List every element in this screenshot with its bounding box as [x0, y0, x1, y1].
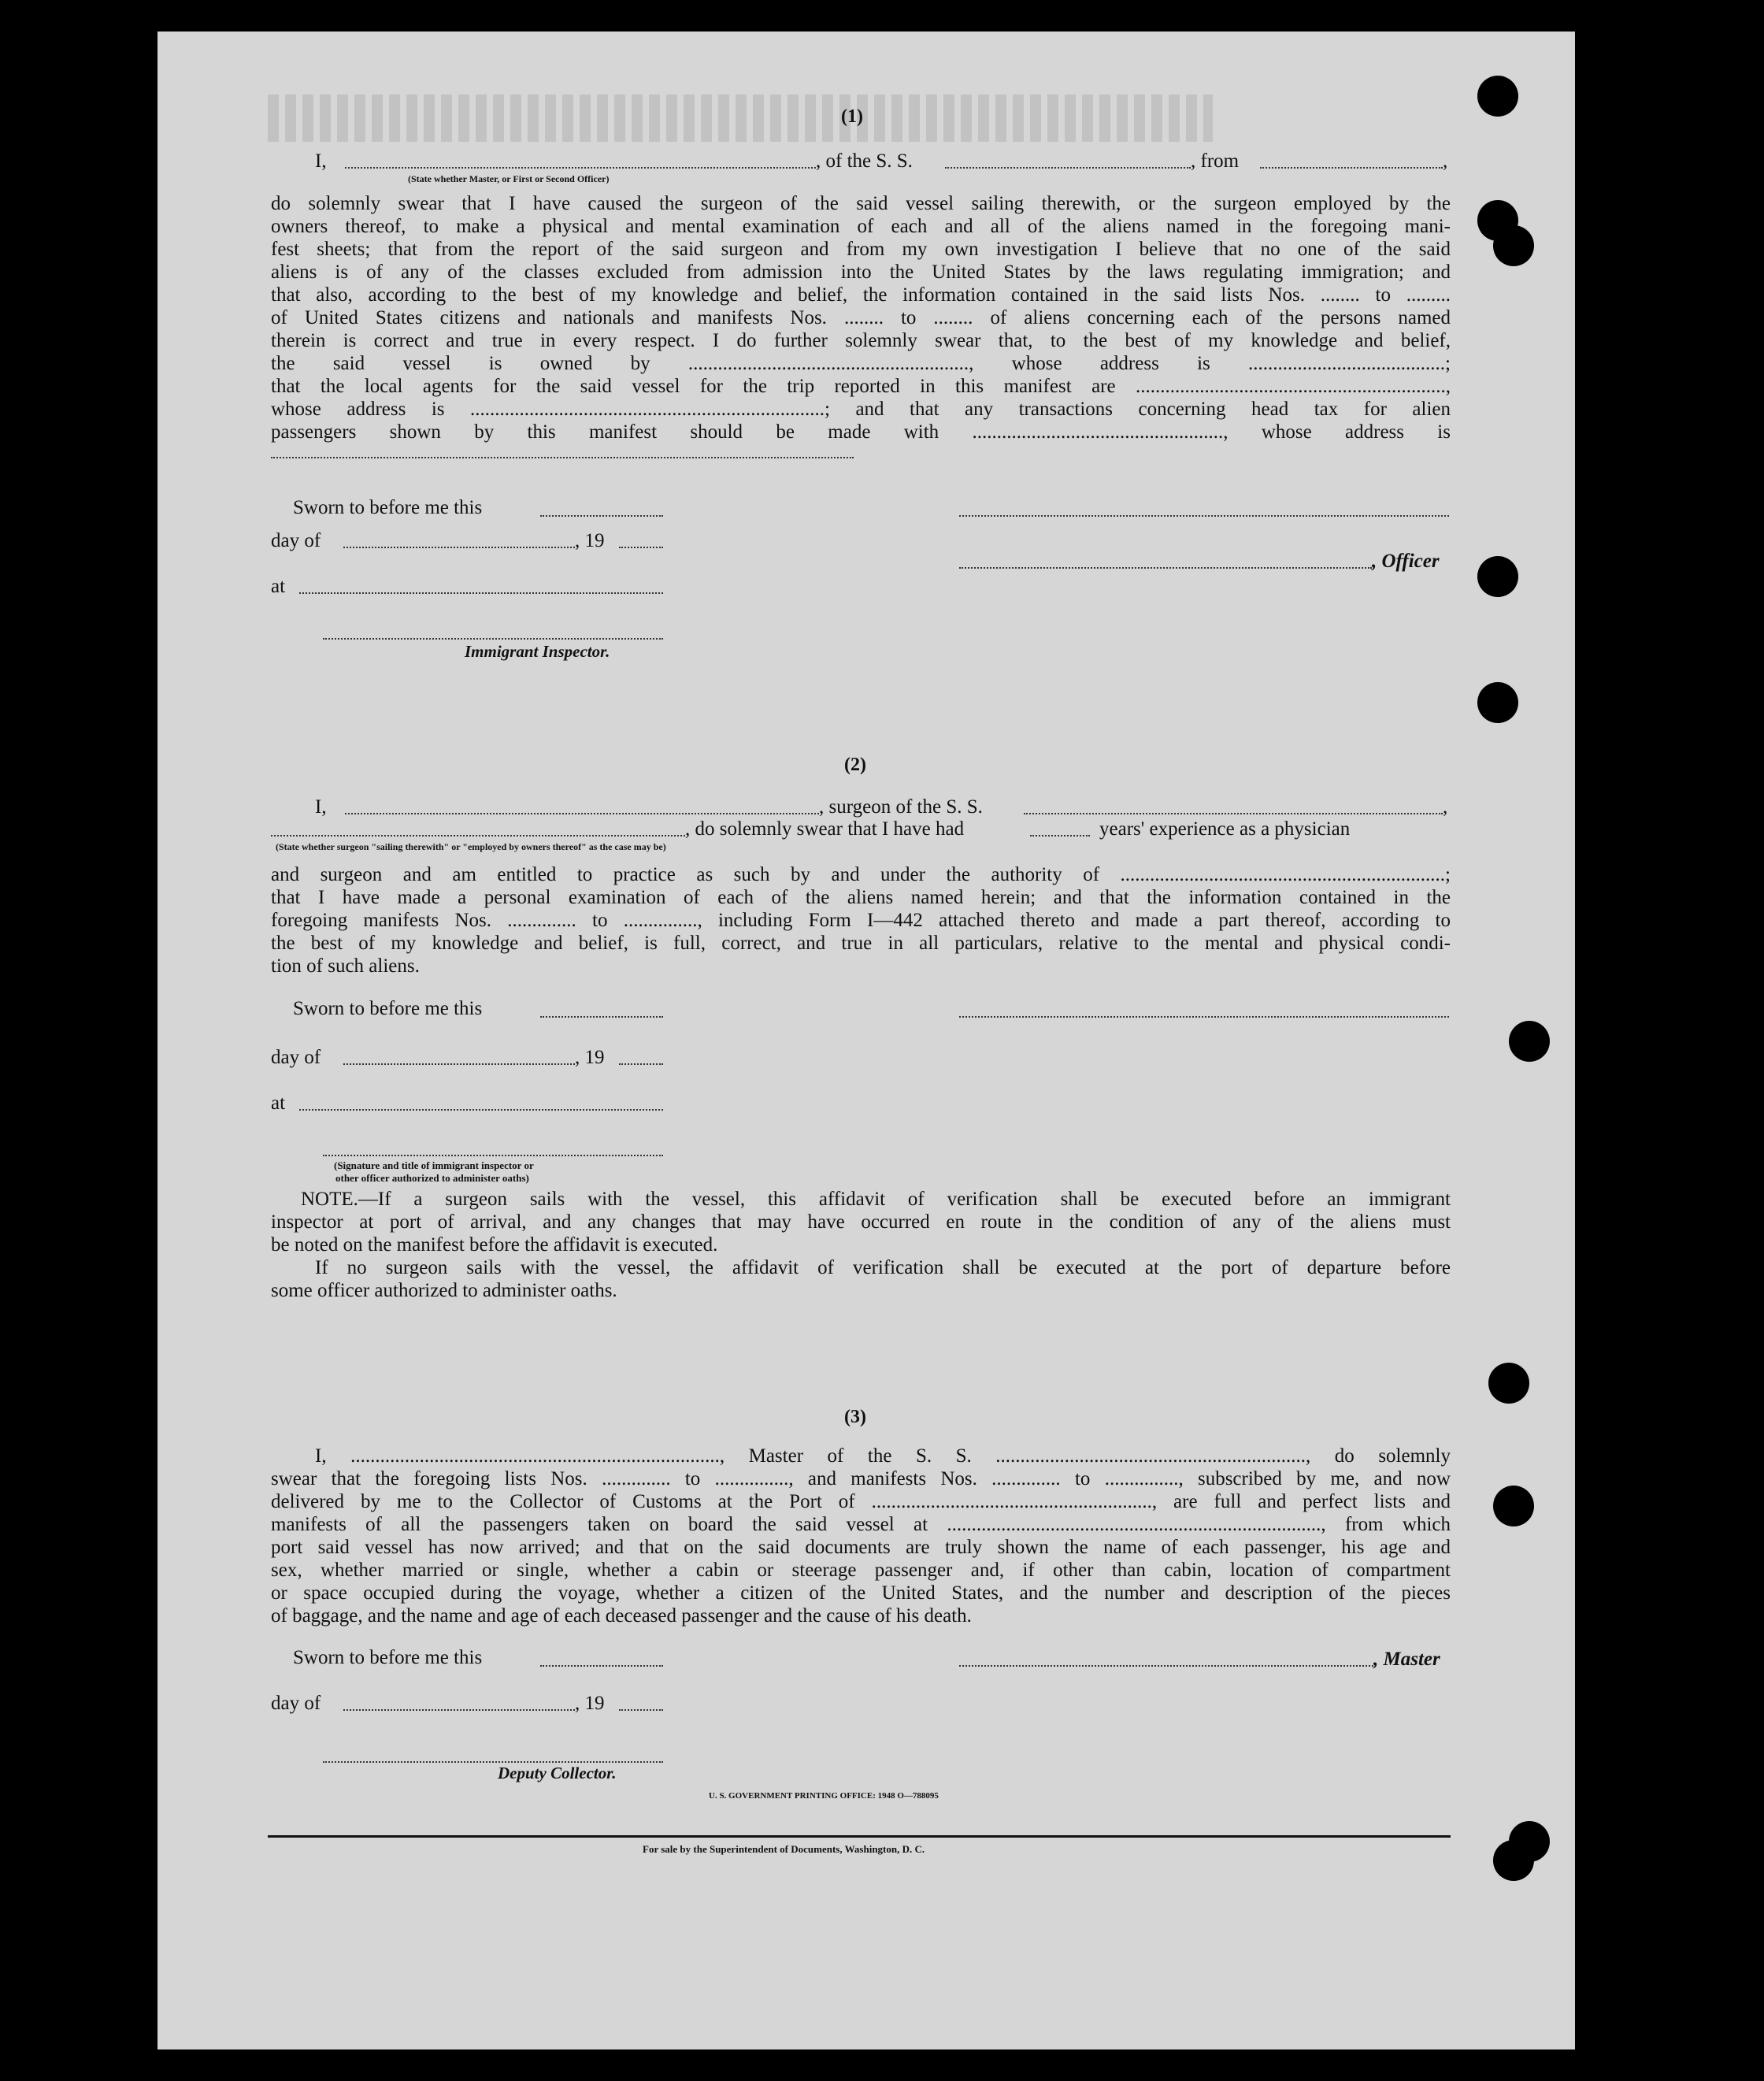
sec2-vessel-name-field[interactable]	[1024, 813, 1443, 814]
sec1-officer-rank-field[interactable]	[345, 167, 816, 169]
sec2-surgeon-name-field[interactable]	[345, 813, 819, 814]
sec3-line: delivered by me to the Collector of Customs at the Port of ........................................................., are full and perfect lists and	[271, 1491, 1451, 1512]
sec2-day-of-label: day of	[271, 1047, 321, 1068]
sec1-at-label: at	[271, 576, 286, 597]
sec1-line: of United States citizens and nationals and manifests Nos. ........ to ........ of aliens concerning each of the persons named	[271, 307, 1451, 328]
sec2-line: that I have made a personal examination of each of the aliens named herein; and that the information contained in the	[271, 887, 1451, 908]
sec1-line: aliens is of any of the classes excluded from admission into the United States by the laws regulating immigration; and	[271, 262, 1451, 283]
sec2-oath-paragraph	[271, 863, 1451, 955]
sec1-line: that also, according to the best of my knowledge and belief, the information contained in the said lists Nos. ........ to .........	[271, 284, 1451, 306]
sec2-at-field[interactable]	[299, 1109, 663, 1111]
sec2-surgeon-status-field[interactable]	[271, 835, 685, 836]
sec2-if-paragraph	[271, 1256, 1451, 1279]
sec2-year-field[interactable]	[619, 1063, 663, 1065]
sec2-last-line: tion of such aliens.	[271, 955, 420, 977]
section-3-number: (3)	[844, 1407, 866, 1427]
sec2-sig-caption-2: other officer authorized to administer oaths)	[335, 1172, 529, 1184]
sec2-surgeon-of-ss: , surgeon of the S. S.	[819, 796, 983, 818]
sec2-comma: ,	[1443, 796, 1448, 818]
sec1-rank-sublabel: (State whether Master, or First or Second Officer)	[408, 173, 610, 184]
sec1-line: fest sheets; that from the report of the said surgeon and from my own investigation I believe that no one of the said	[271, 239, 1451, 260]
sec1-line: owners thereof, to make a physical and mental examination of each and all of the aliens named in the foregoing mani-	[271, 216, 1451, 237]
sec1-from-port-field[interactable]	[1260, 167, 1443, 169]
binder-hole	[1509, 1821, 1550, 1862]
sec1-comma: ,	[1443, 150, 1448, 172]
sec1-i: I,	[315, 150, 327, 172]
gpo-imprint: U. S. GOVERNMENT PRINTING OFFICE: 1948 O—788095	[709, 1791, 939, 1801]
sec2-line: foregoing manifests Nos. .............. to ..............., including Form I—442 attached thereto and made a part thereof, according to	[271, 910, 1451, 931]
sec3-sworn-label: Sworn to before me this	[293, 1647, 483, 1668]
sec3-line: port said vessel has now arrived; and that on the said documents are truly shown the name of each passenger, his age and	[271, 1537, 1451, 1558]
sec2-years-text: years' experience as a physician	[1099, 818, 1351, 840]
sec1-line: whose address is ........................................................................; and that any transactions concerning head tax for alien	[271, 399, 1451, 420]
section-1-number: (1)	[841, 106, 863, 127]
sec1-line: passengers shown by this manifest should be made with ..................................................., whose address is	[271, 421, 1451, 443]
sec1-address-continuation-field[interactable]	[271, 457, 854, 458]
sec2-sig-caption-1: (Signature and title of immigrant inspector or	[334, 1159, 534, 1171]
binder-hole	[1488, 1363, 1529, 1404]
sec1-line: therein is correct and true in every respect. I do further solemnly swear that, to the best of my knowledge and belief,	[271, 330, 1451, 351]
sec2-day-of-field[interactable]	[343, 1063, 575, 1065]
sec1-sworn-date-field[interactable]	[540, 515, 663, 517]
sec3-year-field[interactable]	[619, 1709, 663, 1711]
sec2-note-paragraph	[271, 1188, 1451, 1233]
sec2-note-line: inspector at port of arrival, and any changes that may have occurred en route in the condition of any of the aliens must	[271, 1211, 1451, 1233]
sec1-day-of-label: day of	[271, 530, 321, 551]
sec1-line: do solemnly swear that I have caused the surgeon of the said vessel sailing therewith, or the surgeon employed by the	[271, 193, 1451, 214]
sec1-officer-label: , Officer	[1372, 551, 1440, 572]
sec3-line: swear that the foregoing lists Nos. .............. to ..............., and manifests Nos. .............. to ..............., subscribed by me, and now	[271, 1468, 1451, 1489]
sec3-year-label: , 19	[575, 1693, 605, 1714]
sec2-years-field[interactable]	[1030, 835, 1090, 836]
sec2-line: and surgeon and am entitled to practice as such by and under the authority of ..................................................................;	[271, 864, 1451, 885]
sec1-line: the said vessel is owned by ........................................................., whose address is ........................................;	[271, 353, 1451, 374]
sec1-officer-signature-top-field[interactable]	[959, 515, 1449, 517]
sec1-at-field[interactable]	[299, 592, 663, 594]
binder-hole	[1477, 76, 1518, 117]
sec1-inspector-label: Immigrant Inspector.	[465, 642, 610, 661]
sec3-oath-paragraph	[271, 1445, 1451, 1604]
sec1-from: , from	[1191, 150, 1240, 172]
sec2-i: I,	[315, 796, 327, 818]
binder-hole	[1509, 1021, 1550, 1062]
sec1-vessel-name-field[interactable]	[945, 167, 1191, 169]
sec1-year-label: , 19	[575, 530, 605, 551]
sec3-master-signature-field[interactable]	[959, 1665, 1373, 1667]
sec3-master-label: , Master	[1373, 1649, 1440, 1670]
section-2-number: (2)	[844, 755, 866, 775]
sec3-line: or space occupied during the voyage, whether a citizen of the United States, and the number and description of the pieces	[271, 1582, 1451, 1604]
sec1-of-ss: , of the S. S.	[816, 150, 913, 172]
sec2-at-label: at	[271, 1092, 286, 1114]
sec3-line: sex, whether married or single, whether a cabin or steerage passenger and, if other than cabin, location of compartment	[271, 1560, 1451, 1581]
sec2-if-last: some officer authorized to administer oaths.	[271, 1280, 617, 1301]
sec2-note-line: NOTE.—If a surgeon sails with the vessel, this affidavit of verification shall be executed before an immigrant	[301, 1189, 1451, 1210]
sec2-note-last: be noted on the manifest before the affidavit is executed.	[271, 1234, 718, 1256]
sec1-sworn-label: Sworn to before me this	[293, 497, 483, 518]
sec1-year-field[interactable]	[619, 547, 663, 548]
sec3-collector-label: Deputy Collector.	[498, 1764, 617, 1782]
sec1-officer-signature-field[interactable]	[959, 567, 1372, 569]
sec1-day-of-field[interactable]	[343, 547, 575, 548]
sec3-last-line: of baggage, and the name and age of each deceased passenger and the cause of his death.	[271, 1605, 972, 1627]
sec2-year-label: , 19	[575, 1047, 605, 1068]
sec1-line: that the local agents for the said vessel for the trip reported in this manifest are ...............................................................,	[271, 376, 1451, 397]
sec3-line: manifests of all the passengers taken on board the said vessel at ............................................................................, from which	[271, 1514, 1451, 1535]
sec2-sworn-date-field[interactable]	[540, 1016, 663, 1018]
sec3-line: I, ..........................................................................., Master of the S. S. ..............................................................., do solemnly	[315, 1445, 1451, 1467]
binder-hole	[1493, 1486, 1534, 1526]
sale-notice: For sale by the Superintendent of Documents, Washington, D. C.	[643, 1843, 925, 1855]
sec2-sworn-label: Sworn to before me this	[293, 998, 483, 1019]
sec2-if-line: If no surgeon sails with the vessel, the affidavit of verification shall be executed at the port of departure before	[315, 1257, 1451, 1278]
binder-hole	[1493, 225, 1534, 266]
binder-hole	[1477, 682, 1518, 723]
sec3-sworn-date-field[interactable]	[540, 1665, 663, 1667]
sec2-surgeon-signature-field[interactable]	[959, 1016, 1449, 1018]
sec2-line: the best of my knowledge and belief, is full, correct, and true in all particulars, relative to the mental and physical condi-	[271, 933, 1451, 954]
sec2-official-signature-field[interactable]	[323, 1155, 663, 1156]
binder-hole	[1477, 556, 1518, 597]
bleed-through-header	[268, 95, 1213, 142]
sec2-swear-text: , do solemnly swear that I have had	[685, 818, 965, 840]
sec1-oath-paragraph	[271, 192, 1451, 443]
sec3-day-of-label: day of	[271, 1693, 321, 1714]
manifest-back-page	[158, 32, 1575, 2049]
sec3-day-of-field[interactable]	[343, 1709, 575, 1711]
footer-rule	[268, 1835, 1451, 1838]
sec2-status-sublabel: (State whether surgeon "sailing therewith" or "employed by owners thereof" as the case may be)	[276, 841, 666, 852]
